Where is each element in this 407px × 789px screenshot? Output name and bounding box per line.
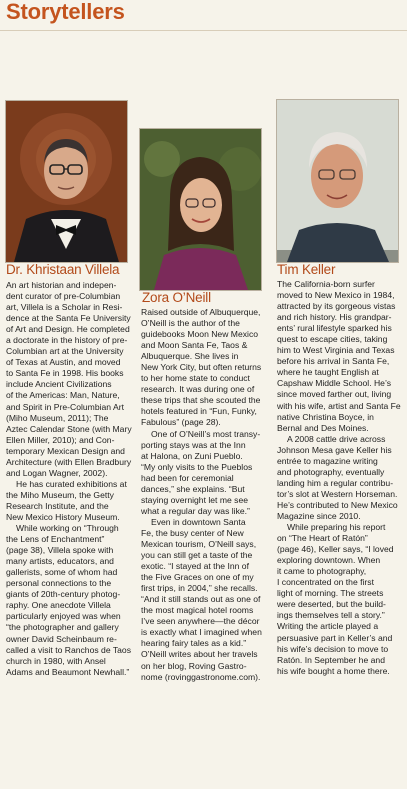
bio-line: A 2008 cattle drive across	[287, 433, 386, 444]
bio-line: attracted by its gorgeous vistas	[277, 301, 396, 312]
person-bio	[6, 280, 134, 678]
bio-line: nome (rovinggastronome.com).	[141, 671, 261, 682]
bio-line: persuasive part in Keller’s and	[277, 632, 393, 643]
bio-line: a doctorate in the history of pre-	[6, 335, 128, 346]
bio-line: is exactly what I imagined when	[141, 627, 262, 638]
bio-line: The California-born surfer	[277, 279, 375, 289]
bio-line: He has curated exhibitions at	[16, 478, 127, 489]
bio-line: Research Institute, and the	[6, 500, 109, 511]
bio-line: Fabulous” (page 28).	[141, 417, 221, 428]
bio-line: Raised outside of Albuquerque,	[141, 307, 261, 317]
bio-line: Bernal and Des Moines.	[277, 422, 369, 433]
bio-line: dances,” she explains. “But	[141, 483, 245, 494]
bio-line: these trips that she scouted the	[141, 395, 261, 406]
bio-line: One of O’Neill’s most transy-	[151, 428, 261, 439]
bio-line: He’s contributed to New Mexico	[277, 499, 398, 510]
bio-line: church in 1980, with Ansel	[6, 655, 106, 666]
bio-line: New Mexico History Museum.	[6, 511, 120, 522]
person-bio	[277, 279, 405, 677]
bio-line: had been for ceremonial	[141, 472, 234, 483]
bio-line: you can still get a taste of the	[141, 550, 253, 561]
bio-line: were deserted, but the build-	[277, 599, 386, 610]
bio-line: with his wife, artist and Santa Fe	[277, 400, 401, 411]
bio-line: and Spirit in Pre-Columbian Art	[6, 401, 124, 412]
bio-line: (page 38), Villela spoke with	[6, 545, 114, 556]
bio-line: the most magical hotel rooms	[141, 605, 254, 616]
page-title: Storytellers	[6, 0, 125, 24]
bio-line: called a visit to Ranchos de Taos	[6, 644, 131, 655]
bio-line: staying overnight let me see	[141, 494, 249, 505]
person-name: Dr. Khristaan Villela	[6, 262, 120, 277]
bio-line: Even in downtown Santa	[151, 516, 246, 527]
bio-line: dence at the Santa Fe University	[6, 313, 131, 324]
person-name: Zora O’Neill	[142, 290, 211, 305]
bio-line: Adams and Beaumont Newhall.”	[6, 666, 130, 677]
bio-line: art, Villela is a Scholar in Resi-	[6, 302, 123, 313]
bio-line: I concentrated on the first	[277, 577, 374, 588]
bio-line: An art historian and indepen-	[6, 280, 117, 290]
bio-line: Architecture (with Ellen Bradbury	[6, 456, 132, 467]
bio-line: While preparing his report	[287, 522, 386, 533]
bio-line: at Halona, on Zuni Pueblo.	[141, 450, 243, 461]
bio-line: New York City, but often returns	[141, 362, 262, 373]
bio-line: quest to escape cities, taking	[277, 334, 388, 345]
bio-line: tor’s slot at Western Horseman.	[277, 488, 398, 499]
bio-line: moved to New Mexico in 1984,	[277, 290, 395, 301]
bio-line: of Art and Design. He completed	[6, 324, 130, 335]
bio-line: (page 46), Keller says, “I loved	[277, 544, 394, 555]
bio-line: raphy. One anecdote Villela	[6, 600, 111, 611]
bio-line: “the photographer and gallery	[6, 622, 119, 633]
bio-line: of the Americas: Man, Nature,	[6, 390, 120, 401]
bio-line: and Moon Santa Fe, Taos &	[141, 340, 248, 351]
bio-line: native Christina Boyce, in	[277, 411, 374, 422]
bio-line: While working on “Through	[16, 523, 119, 534]
bio-line: giants of 20th-century photog-	[6, 589, 121, 600]
bio-line: landing him a regular contribu-	[277, 477, 394, 488]
bio-line: to her home state to conduct	[141, 373, 250, 384]
bio-line: Ellen Miller, 2010); and Con-	[6, 434, 115, 445]
bio-line: Albuquerque. She lives in	[141, 351, 239, 362]
bio-line: Ratón. In September he and	[277, 654, 385, 665]
villela-portrait-photo	[5, 100, 128, 263]
bio-line: temporary Mexican Design and	[6, 445, 125, 456]
bio-line: Mexican tourism, O’Neill says,	[141, 538, 257, 549]
bio-line: gallerists, some of whom had	[6, 567, 118, 578]
bio-line: Fe, the busy center of New	[141, 527, 244, 538]
bio-line: O’Neill is the author of the	[141, 318, 240, 329]
bio-line: I’ve seen anywhere—the décor	[141, 616, 260, 627]
bio-line: include Ancient Civilizations	[6, 379, 112, 390]
bio-line: research. It was during one of	[141, 384, 255, 395]
bio-line: the Five Graces on one of my	[141, 572, 254, 583]
bio-line: light of morning. The streets	[277, 588, 384, 599]
bio-line: him to West Virginia and Texas	[277, 345, 395, 356]
bio-line: Capshaw Middle School. He’s	[277, 378, 392, 389]
bio-line: O’Neill writes about her travels	[141, 649, 258, 660]
bio-line: ents’ rural lifestyle sparked his	[277, 323, 392, 334]
bio-line: “My only visits to the Pueblos	[141, 461, 253, 472]
bio-line: Writing the article played a	[277, 621, 379, 632]
bio-line: the Miho Museum, the Getty	[6, 489, 114, 500]
bio-line: many artists, educators, and	[6, 556, 114, 567]
bio-line: exploring downtown. When	[277, 555, 381, 566]
bio-line: particularly enjoyed was when	[6, 611, 121, 622]
bio-line: exotic. “I stayed at the Inn of	[141, 561, 249, 572]
bio-line: Columbian art at the University	[6, 346, 124, 357]
bio-line: to Santa Fe in 1998. His books	[6, 368, 124, 379]
bio-line: where he taught English at	[277, 367, 379, 378]
person-bio	[141, 307, 272, 683]
bio-line: “And it still stands out as one of	[141, 594, 261, 605]
bio-line: Johnson Mesa gave Keller his	[277, 444, 392, 455]
bio-line: of Texas at Austin, and moved	[6, 357, 121, 368]
bio-line: and rich history. His grandpar-	[277, 312, 392, 323]
bio-line: porting stays was at the Inn	[141, 439, 246, 450]
bio-line: entrée to magazine writing	[277, 455, 378, 466]
bio-line: dent curator of pre-Columbian	[6, 291, 121, 302]
bio-line: and Logan Wagner, 2002).	[6, 467, 108, 478]
bio-line: what a regular day was like.”	[141, 505, 250, 516]
bio-line: guidebooks Moon New Mexico	[141, 329, 259, 340]
bio-line: his wife bought a home there.	[277, 665, 390, 676]
bio-line: the Lens of Enchantment”	[6, 534, 105, 545]
bio-line: owner David Scheinbaum re-	[6, 633, 117, 644]
bio-line: since moved farther out, living	[277, 389, 392, 400]
bio-line: hotels featured in “Fun, Funky,	[141, 406, 257, 417]
bio-line: his wife’s decision to move to	[277, 643, 389, 654]
person-name: Tim Keller	[277, 262, 336, 277]
bio-line: personal connections to the	[6, 578, 112, 589]
bio-line: it came to photography,	[277, 566, 367, 577]
bio-line: ings themselves tell a story.”	[277, 610, 385, 621]
bio-line: and photography, eventually	[277, 466, 385, 477]
bio-line: on “The Heart of Ratón”	[277, 533, 368, 544]
section-header	[0, 0, 407, 31]
bio-line: first trips, in 2004,” she recalls.	[141, 583, 258, 594]
oneill-portrait-photo	[139, 128, 262, 291]
bio-line: Magazine since 2010.	[277, 510, 361, 521]
bio-line: hearing fairy tales as a kid.”	[141, 638, 247, 649]
keller-portrait-photo	[276, 99, 399, 263]
bio-line: Aztec Calendar Stone (with Mary	[6, 423, 132, 434]
bio-line: (Miho Museum, 2011); The	[6, 412, 109, 423]
bio-line: before his arrival in Santa Fe,	[277, 356, 390, 367]
bio-line: on her blog, Roving Gastro-	[141, 660, 247, 671]
